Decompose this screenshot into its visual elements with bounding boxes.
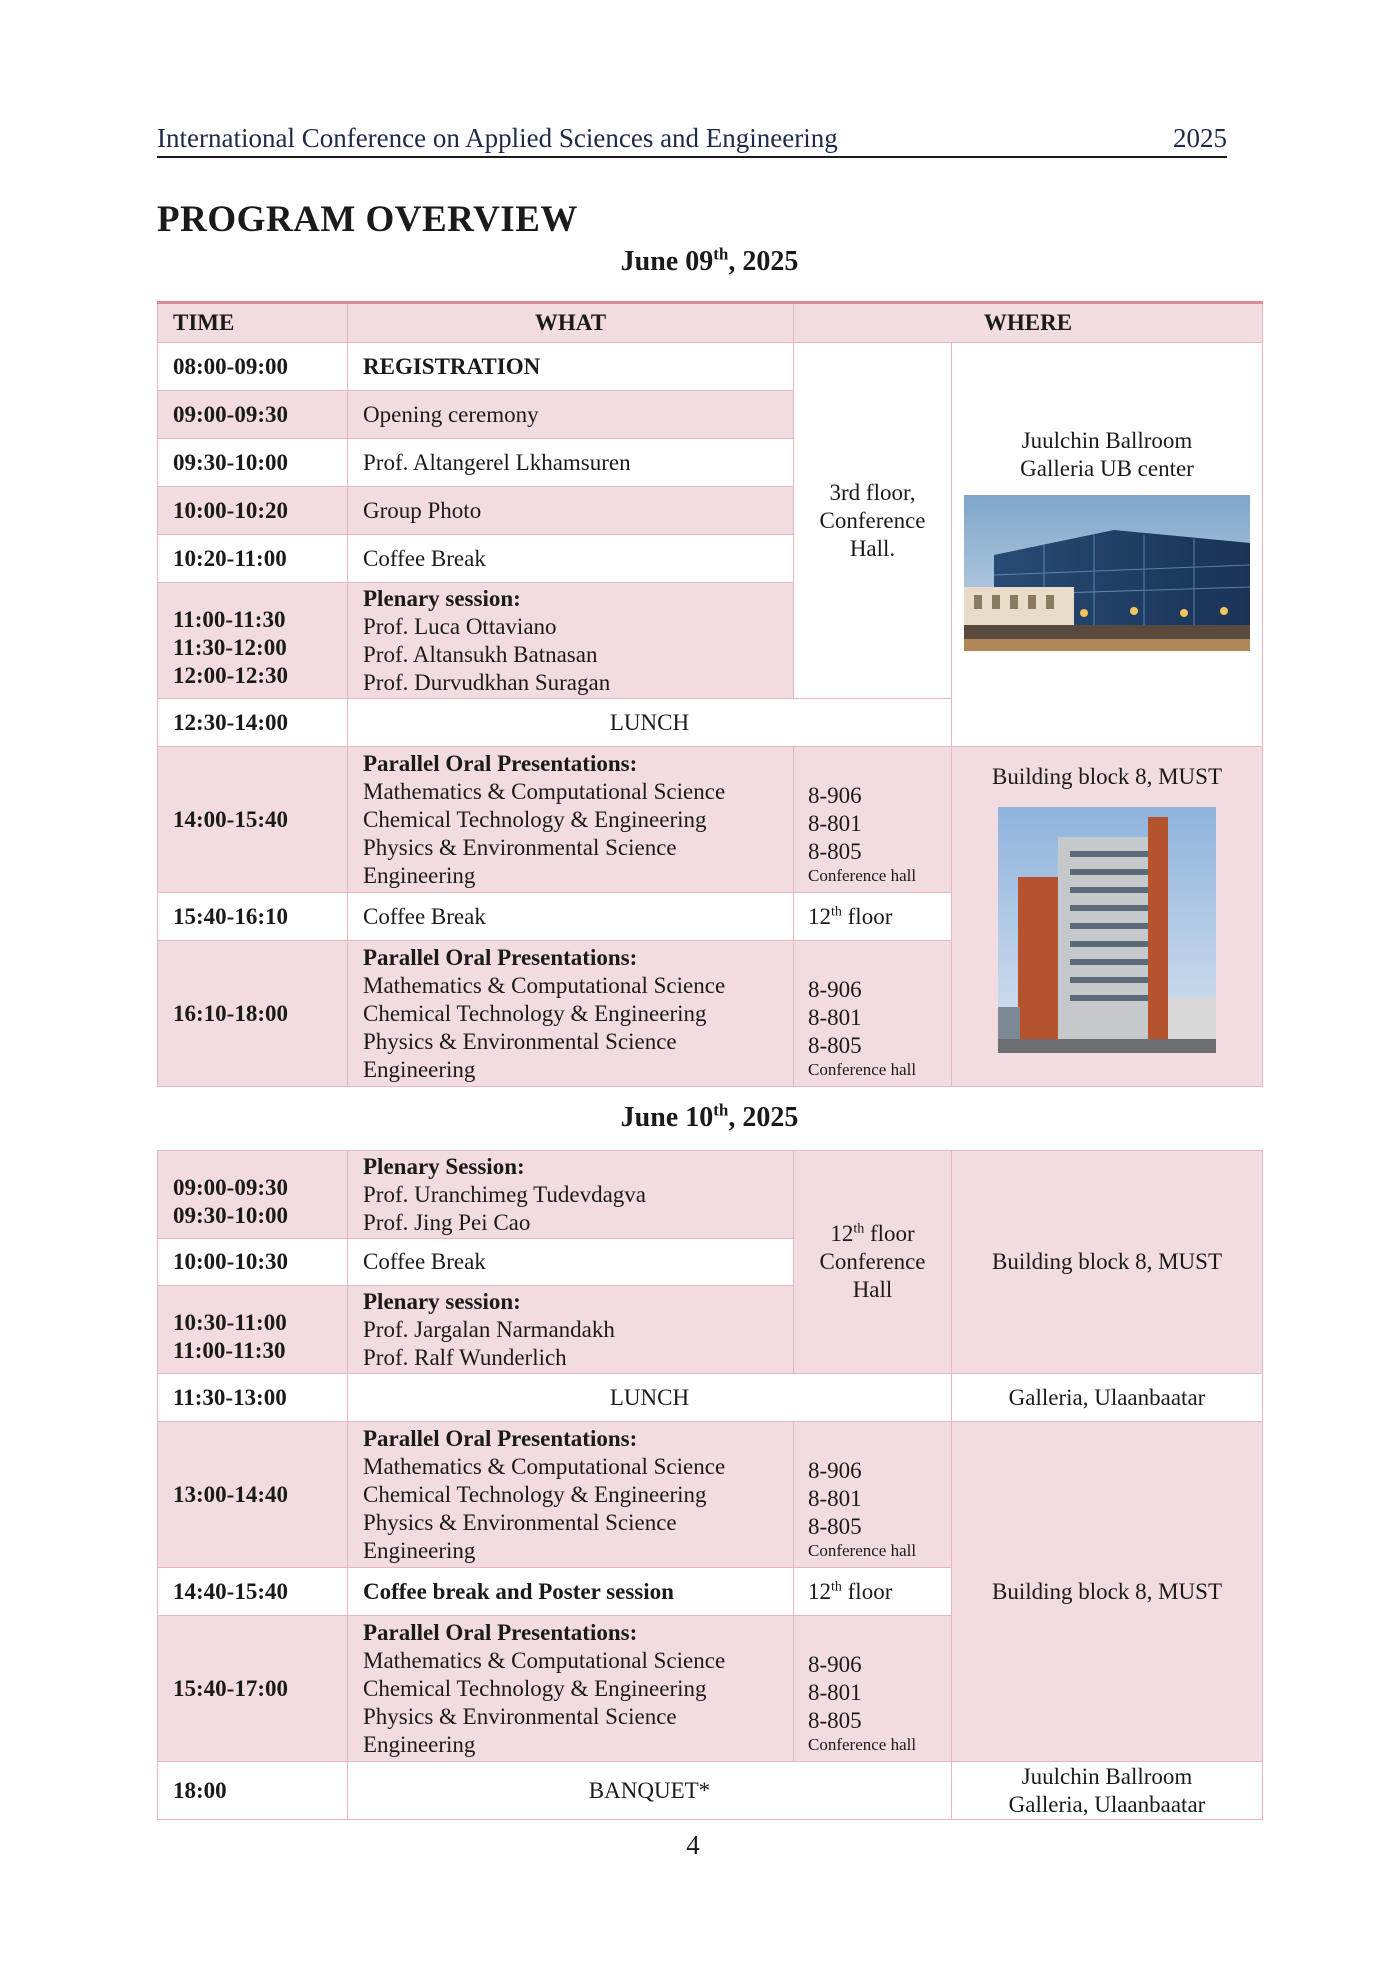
day2-schedule-table <box>157 1150 1263 1820</box>
time-cell: 13:00-14:40 <box>158 1422 348 1568</box>
day1-schedule-table <box>157 301 1263 1087</box>
what-cell: Plenary session: Prof. Luca Ottaviano Prof. Altansukh Batnasan Prof. Durvudkhan Suragan <box>348 583 794 699</box>
day2-date: June 10th, 2025 <box>620 1100 799 1133</box>
time-cell: 11:00-11:30 11:30-12:00 12:00-12:30 <box>158 583 348 699</box>
table-header-row <box>158 303 1263 343</box>
time-cell: 09:00-09:30 09:30-10:00 <box>158 1151 348 1239</box>
what-cell: BANQUET* <box>348 1762 952 1820</box>
time-cell: 14:40-15:40 <box>158 1568 348 1616</box>
table-row <box>158 1374 1263 1422</box>
room-cell: 8-906 8-801 8-805 Conference hall <box>794 1422 952 1568</box>
conference-title: International Conference on Applied Sciences and Engineering <box>157 123 838 153</box>
what-column-header: WHAT <box>348 303 794 343</box>
what-cell: Parallel Oral Presentations: Mathematics & Computational Science Chemical Technology & Engineering Physics & Environmental Science Engineering <box>348 1616 794 1762</box>
venue-cell: Building block 8, MUST <box>952 747 1263 1087</box>
room-cell: 12th floor <box>794 893 952 941</box>
time-cell: 15:40-17:00 <box>158 1616 348 1762</box>
what-cell: LUNCH <box>348 699 952 747</box>
venue-cell: Building block 8, MUST <box>952 1422 1263 1762</box>
time-cell: 10:20-11:00 <box>158 535 348 583</box>
time-cell: 09:00-09:30 <box>158 391 348 439</box>
header-year: 2025 <box>1173 123 1227 153</box>
what-cell: Coffee break and Poster session <box>348 1568 794 1616</box>
time-cell: 16:10-18:00 <box>158 941 348 1087</box>
venue-cell: Galleria, Ulaanbaatar <box>952 1374 1263 1422</box>
where-column-header: WHERE <box>794 303 1263 343</box>
table-row <box>158 343 1263 391</box>
time-cell: 10:30-11:00 11:00-11:30 <box>158 1286 348 1374</box>
running-header <box>157 116 1227 158</box>
what-cell: Coffee Break <box>348 1239 794 1286</box>
what-cell: Parallel Oral Presentations: Mathematics & Computational Science Chemical Technology & Engineering Physics & Environmental Science Engineering <box>348 747 794 893</box>
room-cell: 3rd floor, Conference Hall. <box>794 343 952 699</box>
what-cell: Prof. Altangerel Lkhamsuren <box>348 439 794 487</box>
what-cell: Opening ceremony <box>348 391 794 439</box>
what-cell: Plenary session: Prof. Jargalan Narmandakh Prof. Ralf Wunderlich <box>348 1286 794 1374</box>
what-cell: Coffee Break <box>348 535 794 583</box>
room-cell: 8-906 8-801 8-805 Conference hall <box>794 747 952 893</box>
room-cell: 12th floor <box>794 1568 952 1616</box>
what-cell: Parallel Oral Presentations: Mathematics & Computational Science Chemical Technology & Engineering Physics & Environmental Science Engineering <box>348 1422 794 1568</box>
room-cell: 12th floor Conference Hall <box>794 1151 952 1374</box>
day1-date: June 09th, 2025 <box>620 244 799 277</box>
must-building-photo <box>998 807 1216 1053</box>
page-title: PROGRAM OVERVIEW <box>157 199 578 240</box>
page-number: 4 <box>686 1830 700 1860</box>
time-cell: 14:00-15:40 <box>158 747 348 893</box>
time-cell: 10:00-10:30 <box>158 1239 348 1286</box>
time-cell: 18:00 <box>158 1762 348 1820</box>
time-cell: 15:40-16:10 <box>158 893 348 941</box>
table-row <box>158 1762 1263 1820</box>
what-cell: LUNCH <box>348 1374 952 1422</box>
what-cell: Parallel Oral Presentations: Mathematics & Computational Science Chemical Technology & Engineering Physics & Environmental Science Engineering <box>348 941 794 1087</box>
what-cell: Plenary Session: Prof. Uranchimeg Tudevdagva Prof. Jing Pei Cao <box>348 1151 794 1239</box>
time-cell: 10:00-10:20 <box>158 487 348 535</box>
time-cell: 09:30-10:00 <box>158 439 348 487</box>
time-cell: 08:00-09:00 <box>158 343 348 391</box>
table-row <box>158 747 1263 893</box>
galleria-building-photo <box>964 495 1250 651</box>
venue-cell: Building block 8, MUST <box>952 1151 1263 1374</box>
time-column-header: TIME <box>158 303 348 343</box>
time-cell: 12:30-14:00 <box>158 699 348 747</box>
what-cell: Group Photo <box>348 487 794 535</box>
time-cell: 11:30-13:00 <box>158 1374 348 1422</box>
room-cell: 8-906 8-801 8-805 Conference hall <box>794 1616 952 1762</box>
what-cell: REGISTRATION <box>348 343 794 391</box>
room-cell: 8-906 8-801 8-805 Conference hall <box>794 941 952 1087</box>
what-cell: Coffee Break <box>348 893 794 941</box>
table-row <box>158 1151 1263 1239</box>
venue-cell: Juulchin Ballroom Galleria, Ulaanbaatar <box>952 1762 1263 1820</box>
table-row <box>158 1422 1263 1568</box>
venue-cell: Juulchin Ballroom Galleria UB center <box>952 343 1263 747</box>
